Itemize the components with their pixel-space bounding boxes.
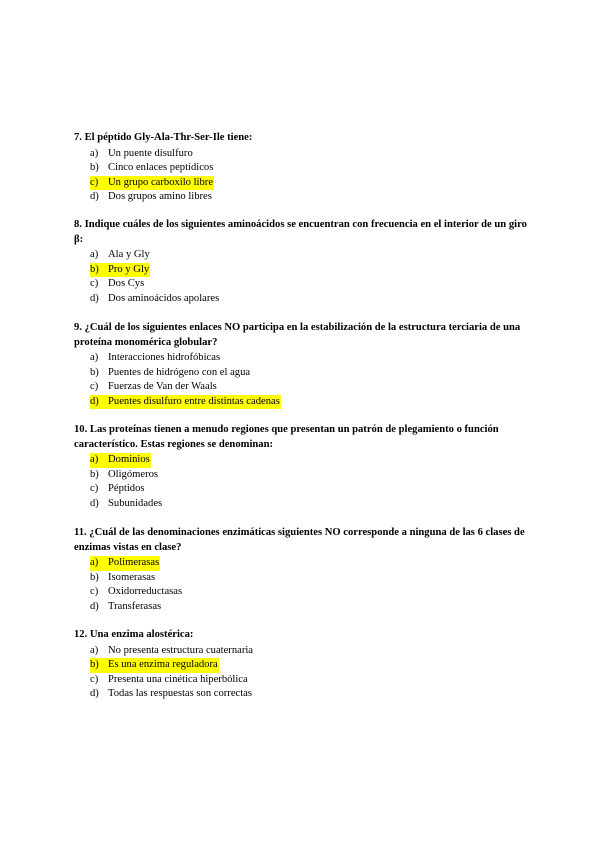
options-list	[74, 351, 534, 409]
option-text: Fuerzas de Van der Waals	[108, 381, 217, 392]
question-8	[74, 218, 534, 306]
option-letter: d)	[90, 688, 99, 699]
option-letter: b)	[90, 468, 99, 480]
question-10	[74, 423, 534, 511]
option-text: Transferasas	[108, 600, 162, 612]
option-letter: b)	[90, 659, 99, 670]
option-a	[90, 453, 534, 468]
highlighted-answer	[90, 453, 151, 468]
option-text: Un puente disulfuro	[108, 147, 193, 159]
option-c	[90, 277, 534, 292]
highlighted-answer	[90, 395, 281, 410]
question-11	[74, 526, 534, 614]
option-text: Todas las respuestas son correctas	[108, 688, 252, 699]
option-letter: b)	[90, 263, 99, 275]
option-d	[90, 292, 534, 307]
highlighted-answer	[90, 556, 160, 571]
option-text: Dos grupos amino libres	[108, 191, 212, 202]
option-c	[90, 585, 534, 600]
option-c	[90, 673, 534, 688]
option-letter: d)	[90, 292, 99, 304]
question-7	[74, 131, 534, 205]
options-list	[74, 147, 534, 205]
option-d	[90, 687, 534, 702]
option-b	[90, 263, 534, 278]
option-text: Oxidorreductasas	[108, 586, 183, 597]
option-a	[90, 248, 534, 263]
option-text: Dos Cys	[108, 278, 145, 289]
options-list	[74, 248, 534, 306]
option-b	[90, 658, 534, 673]
question-12	[74, 628, 534, 702]
option-b	[90, 161, 534, 176]
options-list	[74, 453, 534, 511]
option-text: Dos aminoácidos apolares	[108, 292, 220, 304]
option-text: Ala y Gly	[108, 249, 150, 260]
option-a	[90, 644, 534, 659]
option-letter: c)	[90, 586, 99, 597]
option-letter: a)	[90, 147, 99, 159]
option-text: Polimerasas	[108, 557, 160, 568]
options-list	[74, 644, 534, 702]
option-text: Subunidades	[108, 497, 163, 509]
options-list	[74, 556, 534, 614]
option-letter: c)	[90, 278, 99, 289]
highlighted-answer	[90, 176, 214, 191]
option-text: Un grupo carboxilo libre	[108, 176, 214, 188]
option-letter: a)	[90, 454, 99, 465]
option-text: Cinco enlaces peptídicos	[108, 162, 214, 173]
option-letter: d)	[90, 395, 99, 407]
option-letter: a)	[90, 249, 99, 260]
option-text: Péptidos	[108, 483, 145, 494]
option-d	[90, 600, 534, 615]
option-letter: c)	[90, 176, 99, 188]
option-text: Es una enzima reguladora	[108, 659, 218, 670]
highlighted-answer	[90, 263, 150, 278]
option-d	[90, 497, 534, 512]
option-text: Puentes de hidrógeno con el agua	[108, 366, 251, 378]
option-text: Interacciones hidrofóbicas	[108, 352, 221, 363]
question-text: 10. Las proteínas tienen a menudo regiones que presentan un patrón de plegamiento o función característico. Estas regiones se denominan:	[74, 424, 499, 450]
option-letter: b)	[90, 162, 99, 173]
option-b	[90, 468, 534, 483]
option-c	[90, 176, 534, 191]
question-text: 9. ¿Cuál de los siguientes enlaces NO participa en la estabilización de la estructura terciaria de una proteína monomérica globular?	[74, 322, 521, 348]
option-letter: d)	[90, 191, 99, 202]
option-letter: b)	[90, 571, 99, 583]
question-text: 8. Indique cuáles de los siguientes aminoácidos se encuentran con frecuencia en el interior de un giro β:	[74, 219, 527, 245]
option-letter: d)	[90, 600, 99, 612]
question-text: 7. El péptido Gly-Ala-Thr-Ser-Ile tiene:	[74, 132, 253, 143]
option-letter: a)	[90, 644, 99, 656]
option-text: Oligómeros	[108, 468, 159, 480]
option-d	[90, 395, 534, 410]
option-text: Pro y Gly	[108, 263, 150, 275]
option-d	[90, 190, 534, 205]
question-text: 11. ¿Cuál de las denominaciones enzimáticas siguientes NO corresponde a ninguna de las 6 clases de enzimas vistas en clase?	[74, 527, 525, 553]
option-letter: a)	[90, 352, 99, 363]
option-text: Dominios	[108, 454, 150, 465]
option-text: Puentes disulfuro entre distintas cadenas	[108, 395, 280, 407]
option-a	[90, 351, 534, 366]
option-letter: d)	[90, 497, 99, 509]
option-b	[90, 571, 534, 586]
highlighted-answer	[90, 658, 219, 673]
option-text: Isomerasas	[108, 571, 156, 583]
option-letter: b)	[90, 366, 99, 378]
option-a	[90, 147, 534, 162]
option-letter: a)	[90, 557, 99, 568]
option-text: No presenta estructura cuaternaria	[108, 644, 253, 656]
option-text: Presenta una cinética hiperbólica	[108, 673, 248, 685]
question-text: 12. Una enzima alostérica:	[74, 629, 194, 640]
option-letter: c)	[90, 673, 99, 685]
option-a	[90, 556, 534, 571]
question-9	[74, 321, 534, 409]
option-b	[90, 366, 534, 381]
option-letter: c)	[90, 483, 99, 494]
option-c	[90, 380, 534, 395]
option-c	[90, 482, 534, 497]
option-letter: c)	[90, 381, 99, 392]
